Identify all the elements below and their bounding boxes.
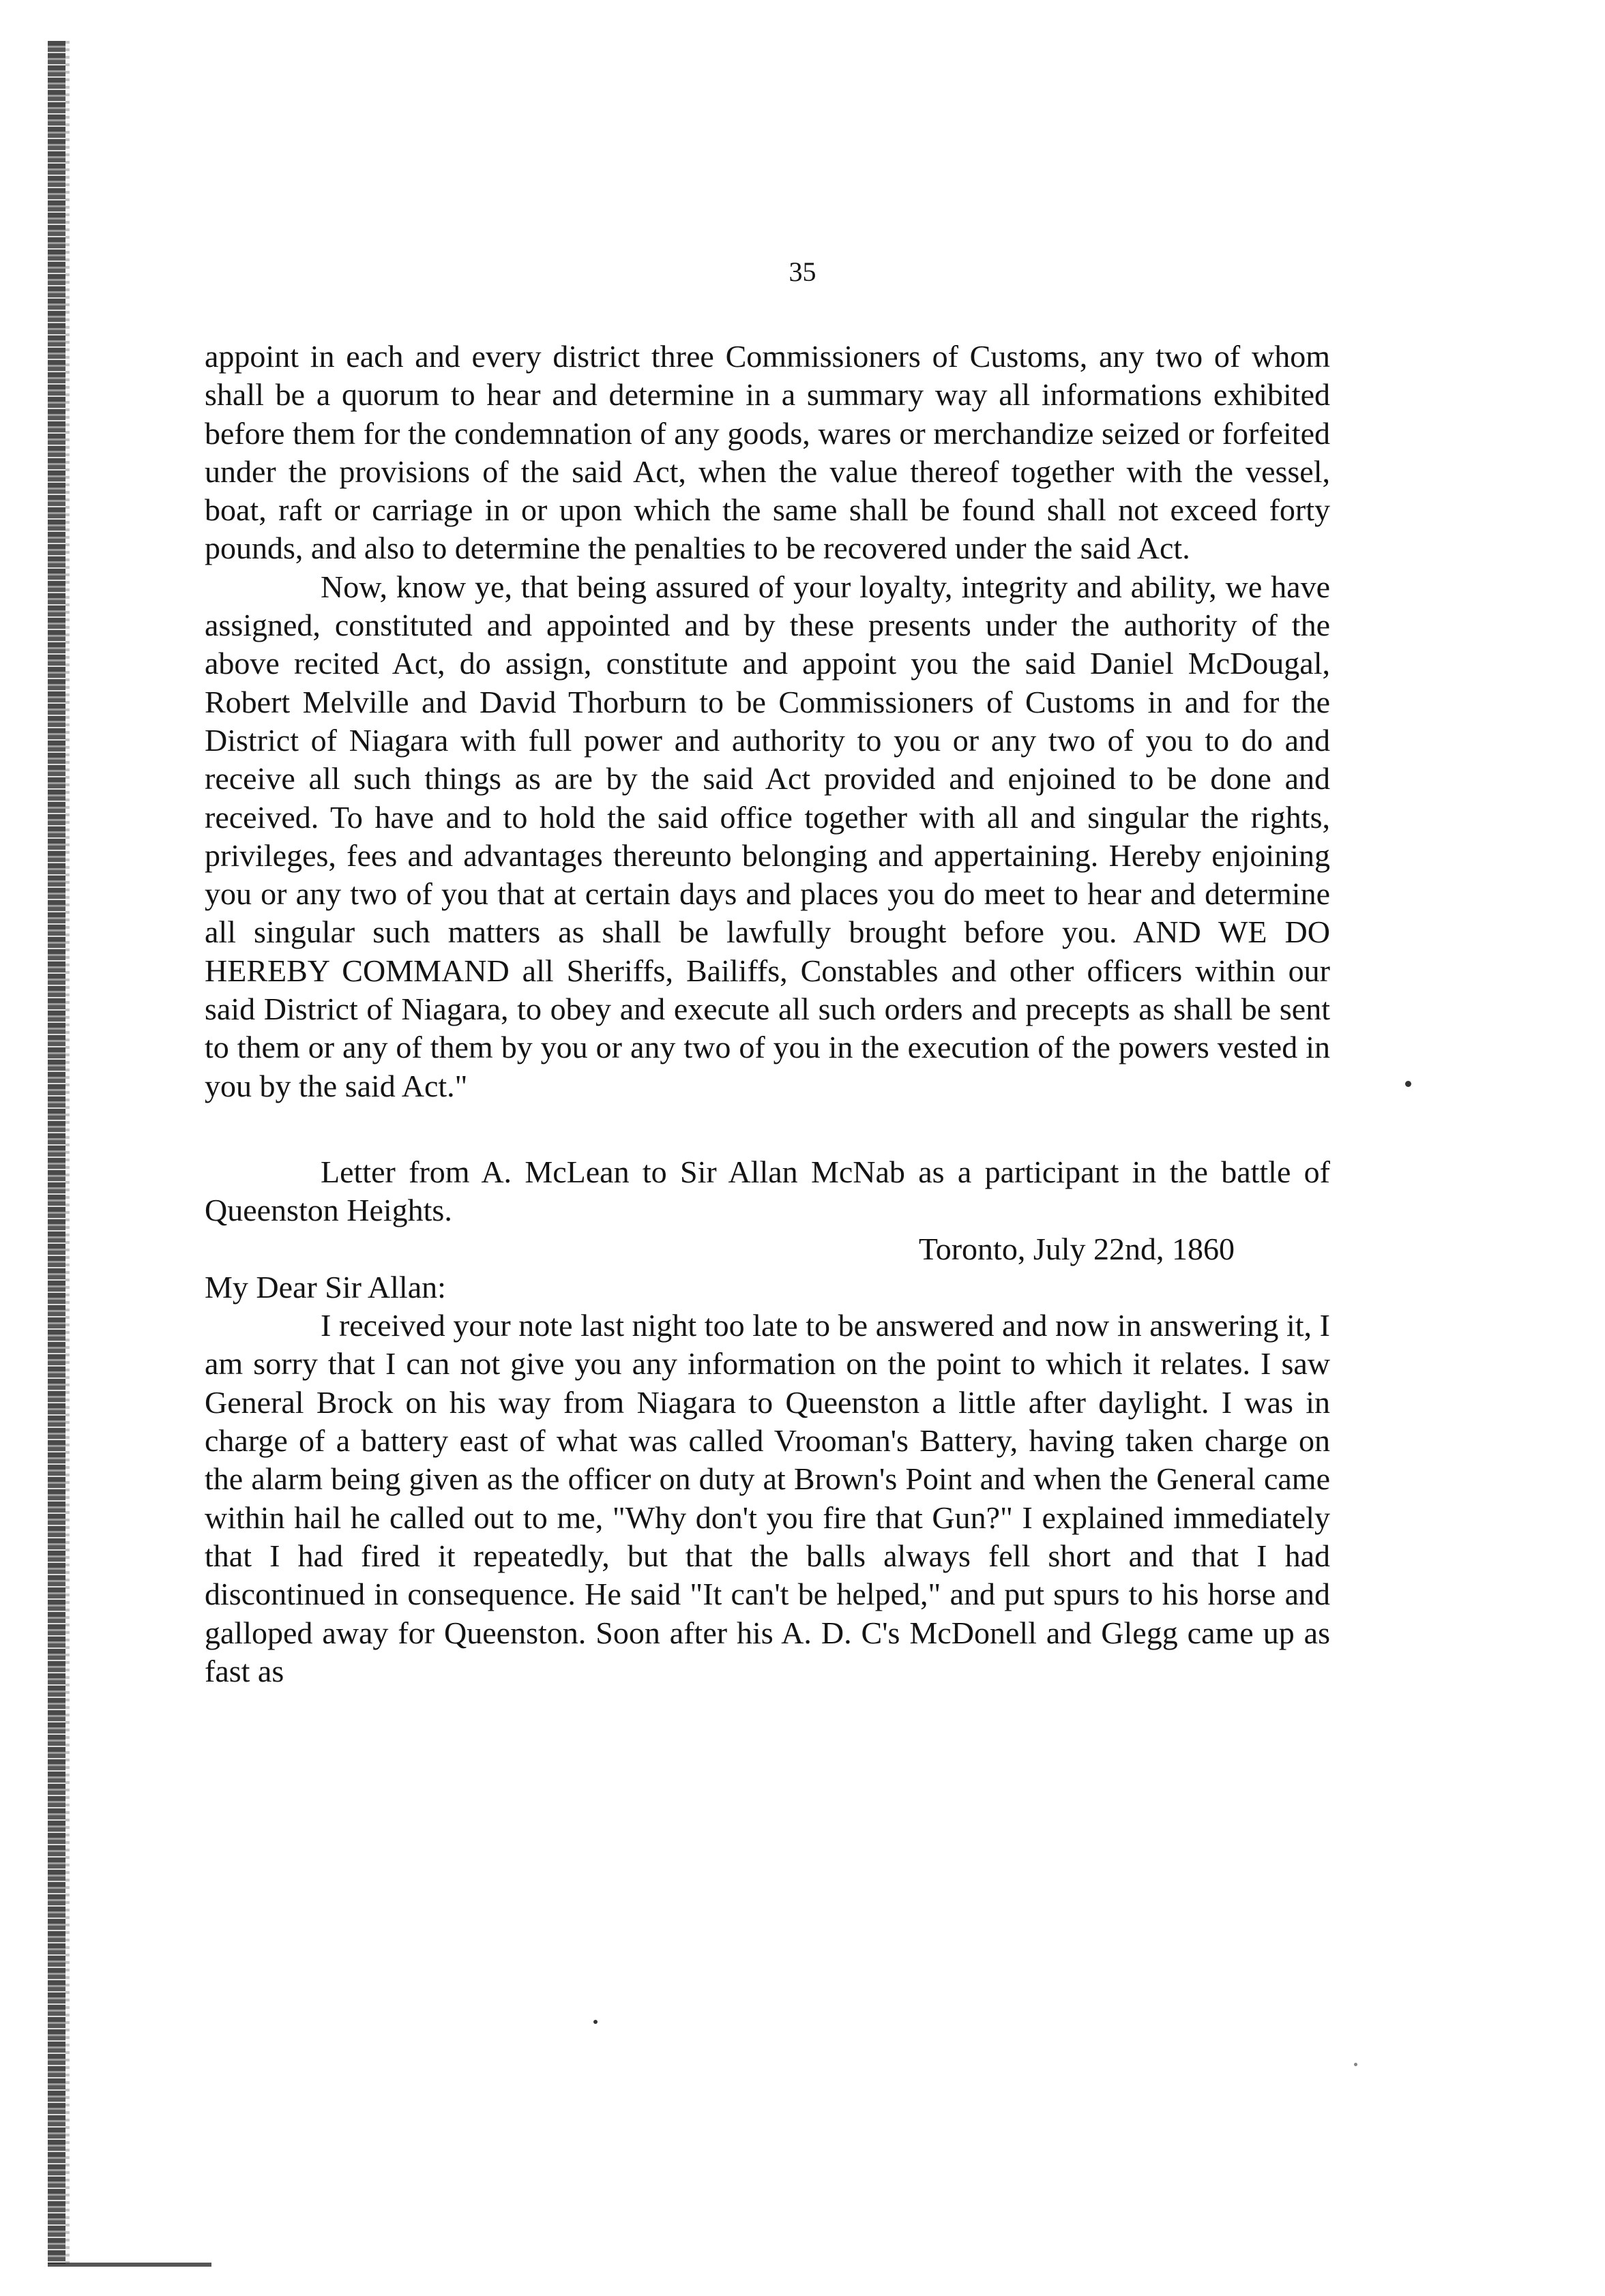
print-speck (593, 2020, 598, 2024)
page-body (205, 338, 1330, 1690)
proclamation-paragraph-1: appoint in each and every district three Commissioners of Customs, any two of whom shall be a quorum to hear and determine in a summary way all informations exhibited before them for the condemnation of any goods, wares or merchandize seized or forfeited under the provisions of the said Act, when the value thereof together with the vessel, boat, raft or carriage in or upon which the same shall be found shall not exceed forty pounds, and also to determine the penalties to be recovered under the said Act. (205, 339, 1330, 566)
letter-salutation: My Dear Sir Allan: (205, 1269, 446, 1304)
binding-shadow (65, 41, 70, 2264)
binding-foot (48, 2263, 211, 2267)
proclamation-paragraph-2: Now, know ye, that being assured of your loyalty, integrity and ability, we have assigned, constituted and appointed and by these presents under the authority of the above recited Act, do assign, constitute and appoint you the said Daniel McDougal, Robert Melville and David Thorburn to be Commissioners of Customs in and for the District of Niagara with full power and authority to you or any two of you to do and receive all such things as are by the said Act provided and enjoined to be done and received. To have and to hold the said office together with all and singular the rights, privileges, fees and advantages thereunto belonging and appertaining. Hereby enjoining you or any two of you that at certain days and places you do meet to hear and determine all singular such matters as shall be lawfully brought before you. AND WE DO HEREBY COMMAND all Sheriffs, Bailiffs, Constables and other officers within our said District of Niagara, to obey and execute all such orders and precepts as shall be sent to them or any of them by you or any two of you in the execution of the powers vested in you by the said Act." (205, 569, 1330, 1103)
print-speck (1354, 2063, 1357, 2066)
letter-heading: Letter from A. McLean to Sir Allan McNab as a participant in the battle of Queenston Heights. (205, 1154, 1330, 1228)
letter-body: I received your note last night too late to be answered and now in answering it, I am sorry that I can not give you any information on the point to which it relates. I saw General Brock on his way from Niagara to Queenston a little after daylight. I was in charge of a battery east of what was called Vrooman's Battery, having taken charge on the alarm being given as the officer on duty at Brown's Point and when the General came within hail he called out to me, "Why don't you fire that Gun?" I explained immediately that I had fired it repeatedly, but that the balls always fell short and that I had discontinued in consequence. He said "It can't be helped," and put spurs to his horse and galloped away for Queenston. Soon after his A. D. C's McDonell and Glegg came up as fast as (205, 1308, 1330, 1688)
letter-dateline: Toronto, July 22nd, 1860 (918, 1231, 1235, 1266)
section-gap (205, 1105, 1330, 1153)
print-speck (1405, 1081, 1411, 1087)
book-binding-edge (48, 41, 65, 2264)
page-number: 35 (789, 256, 816, 287)
